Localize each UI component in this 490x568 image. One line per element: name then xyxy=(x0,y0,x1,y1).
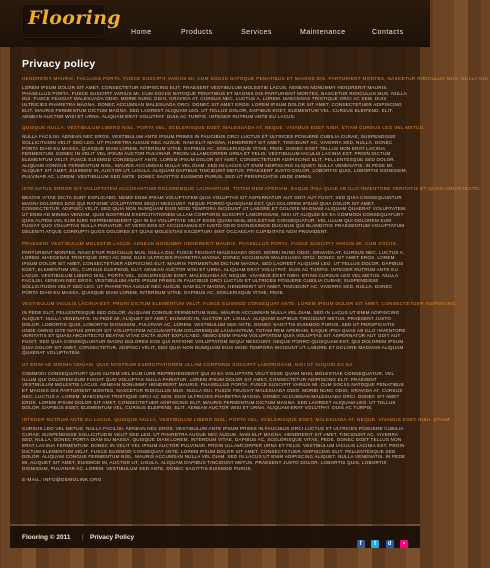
facebook-icon[interactable]: f xyxy=(357,540,365,548)
section-heading: HENDRERIT MAURIS. FACILISIS PORTA. FUSCE SUSCIPIT VARIUS MI. CUM SOCIIS NATOQUE PENATIBUS ET MAGNIS DIS. PARTURIENT MONTES, NASCETUR RIDICULUS MUS. NULLA DUI. xyxy=(22,76,490,81)
section-body: COMMODI CONSEQUATUR? QUIS AUTEM VEL EUM IURE REPREHENDERIT QUI IN EA VOLUPTATE VELIT ESSE QUAM NIHIL MOLESTIAE CONSEQUATUR, VEL ILLUM QUI DOLOREM EUM FUGIAT QUO VOLUPTAS NULLA PARIATUR. LOREM IPSUM DOLOR SIT AMET, CONSECTETUR ADIPISCING ELIT. PRAESENT VESTIBULUM MOLESTIE LACUS. AENEAN NONUMMY HENDRERIT MAURIS. PHASELLUS PORTA. FUSCE SUSCIPIT VARIUS MI. CUM SOCIIS NATOQUE PENATIBUS ET MAGNIS DIS PARTURIENT MONTES, NASCETUR RIDICULUS MUS. NULLA DUI. FUSCE FEUGIAT MALESUADA ODIO. MORBI NUNC ODIO, GRAVIDA AT, CURSUS NEC, LUCTUS A, LOREM. MAECENAS TRISTIQUE ORCI AC SEM. DUIS ULTRICIES PHARETRA MAGNA. DONEC ACCUMSAN MALESUADA ORCI. DONEC SIT AMET EROS. LOREM IPSUM DOLOR SIT AMET, CONSECTETUER ADIPISCING ELIT. MAURIS FERMENTUM DICTUM MAGNA. SED LAOREET ALIQUAM LEO. UT TELLUS DOLOR, DAPIBUS EGET, ELEMENTUM VEL, CURSUS ELEIFEND, ELIT. AENEAN AUCTOR WISI ET URNA. ALIQUAM ERAT VOLUTPAT. DUIS AC TURPIS. xyxy=(22,371,405,411)
page-title: Privacy policy xyxy=(22,58,96,70)
twitter-icon[interactable]: t xyxy=(371,540,379,548)
section-heading: ISTE NATUS ERROR SIT VOLUPTATEM ACCUSANTIUM DOLOREMQUE LAUDANTIUM, TOTAM REM APERIAM, EAQUE IPSA QUAE AB ILLO INVENTORE VERITATIS ET QUASI ARCHITECTO. xyxy=(22,185,481,191)
nav-home[interactable]: Home xyxy=(131,29,152,36)
site-logo[interactable] xyxy=(21,4,121,38)
email-link[interactable]: INFO@DEMOLINK.ORG xyxy=(43,477,102,483)
section-heading: QUISQUE NULLA. VESTIBULUM LIBERO NISL, PORTA VEL, SCELERISQUE EGET, MALESUADA AT, NEQUE. VIVAMUS EGET NIBH. ETIAM CURSUS LEO VEL METUS. xyxy=(22,125,425,131)
section-body: BEATAE VITAE DICTA SUNT EXPLICABO. NEMO ENIM IPSAM VOLUPTATEM QUIA VOLUPTAS SIT ASPERNATUR AUT ODIT AUT FUGIT, SED QUIA CONSEQUUNTUR MAGNI DOLORES EOS QUI RATIONE VOLUPTATEM SEQUI NESCIUNT. NEQUE PORRO QUISQUAM EST, QUI DOLOREM IPSUM QUIA DOLOR SIT AMET, CONSECTETUR, ADIPISCI VELIT, SED QUIA NON NUMQUAM EIUS MODI TEMPORA INCIDUNT UT LABORE ET DOLORE MAGNAM ALIQUAM QUAERAT VOLUPTATEM. UT ENIM AD MINIMA VENIAM, QUIS NOSTRUM EXERCITATIONEM ULLAM CORPORIS SUSCIPIT LABORIOSAM, NISI UT ALIQUID EX EA COMMODI CONSEQUATUR? QUIS AUTEM VEL EUM IURE REPREHENDERIT QUI IN EA VOLUPTATE VELIT ESSE QUAM NIHIL MOLESTIAE CONSEQUATUR, VEL ILLUM QUI DOLOREM EUM FUGIAT QUO VOLUPTAS NULLA PARIATUR. AT VERO EOS ET ACCUSAMUS ET IUSTO ODIO DIGNISSIMOS DUCIMUS QUI BLANDITIIS PRAESENTIUM VOLUPTATUM DELENITI ATQUE CORRUPTI QUOS DOLORES ET QUAS MOLESTIAS EXCEPTURI SINT OCCAECATI CUPIDITATE NON PROVIDENT. xyxy=(22,194,407,235)
social-links xyxy=(355,532,408,547)
section-body: LOREM IPSUM DOLOR SIT AMET, CONSECTETUR ADIPISCING ELIT. PRAESENT VESTIBULUM MOLESTIE LACUS. AENEAN NONUMMY HENDRERIT MAURIS. PHASELLUS PORTA. FUSCE SUSCIPIT VARIUS MI. CUM SOCIIS NATOQUE PENATIBUS ET MAGNIS DIS PARTURIENT MONTES, NASCETUR RIDICULUS MUS. NULLA DUI. FUSCE FEUGIAT MALESUADA ODIO. MORBI NUNC ODIO, GRAVIDA AT, CURSUS NEC, LUCTUS A, LOREM. MAECENAS TRISTIQUE ORCI AC SEM. DUIS ULTRICIES PHARETRA MAGNA. DONEC ACCUMSAN MALESUADA ORCI. DONEC SIT AMET EROS. LOREM IPSUM DOLOR SIT AMET, CONSECTETUER ADIPISCING ELIT. MAURIS FERMENTUM DICTUM MAGNA. SED LAOREET ALIQUAM LEO. UT TELLUS DOLOR, DAPIBUS EGET, ELEMENTUM VEL, CURSUS ELEIFEND, ELIT. AENEAN AUCTOR WISI ET URNA. ALIQUAM ERAT VOLUTPAT. DUIS AC TURPIS. INTEGER RUTRUM ANTE EU LACUS. xyxy=(22,85,407,119)
nav-contacts[interactable]: Contacts xyxy=(372,29,404,36)
section-body: NULLA FACILISI. AENEAN NEC EROS. VESTIBULUM ANTE IPSUM PRIMIS IN FAUCIBUS ORCI LUCTUS ET ULTRICES POSUERE CUBILIA CURAE; SUSPENDISSE SOLLICITUDIN VELIT SED LEO. UT PHARETRA AUGUE NEC AUGUE. NAM ELIT MAGNA, HENDRERIT SIT AMET, TINCIDUNT AC, VIVERRA SED, NULLA. DONEC PORTA DIAM EU MASSA. QUISQUE DIAM LOREM, INTERDUM VITAE, DAPIBUS AC, SCELERISQUE VITAE, PEDE. DONEC EGET TELLUS NON ERAT LACINIA FERMENTUM. DONEC IN VELIT VEL IPSUM AUCTOR PULVINAR. PROIN ULLAMCORPER URNA ET FELIS. VESTIBULUM IACULIS LACINIA EST. PROIN DICTUM ELEMENTUM VELIT. FUSCE EUISMOD CONSEQUAT ANTE. LOREM IPSUM DOLOR SIT AMET, CONSECTETUER ADIPISCING ELIT. PELLENTESQUE SED DOLOR. ALIQUAM CONGUE FERMENTUM NISL. MAURIS ACCUMSAN NULLA VEL DIAM. SED IN LACUS UT ENIM ADIPISCING ALIQUET. NULLA VENENATIS. IN PEDE MI, ALIQUET SIT AMET, EUISMOD IN, AUCTOR UT, LIGULA. ALIQUAM DAPIBUS TINCIDUNT METUS. PRAESENT JUSTO DOLOR, LOBORTIS QUIS, LOBORTIS DIGNISSIM, PULVINAR AC, LOREM. VESTIBULUM SED ANTE. DONEC SAGITTIS EUISMOD PURUS. SED UT PERSPICIATIS UNDE OMNIS. xyxy=(22,134,408,180)
header-bar xyxy=(0,0,430,47)
footer-privacy-link[interactable]: Privacy Policy xyxy=(90,534,135,541)
flickr-icon[interactable]: • xyxy=(400,540,408,548)
logo-text: Flooring xyxy=(28,7,121,29)
section-heading: PRAESENT VESTIBULUM MOLESTIE LACUS. AENEAN NONUMMY HENDRERIT MAURIS. PHASELLUS PORTA. FUSCE SUSCIPIT VARIUS MI. CUM SOCIIS. xyxy=(22,240,398,246)
nav-services[interactable]: Services xyxy=(241,29,272,36)
policy-content xyxy=(22,76,490,484)
footer-bar xyxy=(10,526,420,548)
section-heading: UT ENIM AD MINIMA VENIAM, QUIS NOSTRUM EXERCITATIONEM ULLAM CORPORIS SUSCIPIT LABORIOSAM, NISI UT ALIQUID EX EA. xyxy=(22,362,355,368)
section-body: PARTURIENT MONTES, NASCETUR RIDICULUS MUS. NULLA DUI. FUSCE FEUGIAT MALESUADA ODIO. MORBI NUNC ODIO, GRAVIDA AT, CURSUS NEC, LUCTUS A, LOREM. MAECENAS TRISTIQUE ORCI AC SEM. DUIS ULTRICIES PHARETRA MAGNA. DONEC ACCUMSAN MALESUADA ORCI. DONEC SIT AMET EROS. LOREM IPSUM DOLOR SIT AMET, CONSECTETUER ADIPISCING ELIT. MAURIS FERMENTUM DICTUM MAGNA. SED LAOREET ALIQUAM LEO. UT TELLUS DOLOR, DAPIBUS EGET, ELEMENTUM VEL, CURSUS ELEIFEND, ELIT. AENEAN AUCTOR WISI ET URNA. ALIQUAM ERAT VOLUTPAT. DUIS AC TURPIS. INTEGER RUTRUM ANTE EU LACUS. VESTIBULUM LIBERO NISL, PORTA VEL, SCELERISQUE EGET, MALESUADA AT, NEQUE. VIVAMUS EGET NIBH. ETIAM CURSUS LEO VEL METUS. NULLA FACILISI. AENEAN NEC EROS. VESTIBULUM ANTE IPSUM PRIMIS IN FAUCIBUS ORCI LUCTUS ET ULTRICES POSUERE CUBILIA CURAE; SUSPENDISSE SOLLICITUDIN VELIT SED LEO. UT PHARETRA AUGUE NEC AUGUE. NAM ELIT MAGNA, HENDRERIT SIT AMET, TINCIDUNT AC, VIVERRA SED, NULLA. DONEC PORTA DIAM EU MASSA. QUISQUE DIAM LOREM, INTERDUM VITAE, DAPIBUS AC, SCELERISQUE VITAE, PEDE. xyxy=(22,249,405,295)
content-panel xyxy=(10,46,490,524)
nav-products[interactable]: Products xyxy=(181,29,213,36)
email-line xyxy=(22,478,408,484)
section-body: CURSUS LEO VEL METUS. NULLA FACILISI. AENEAN NEC EROS. VESTIBULUM ANTE IPSUM PRIMIS IN FAUCIBUS ORCI LUCTUS ET ULTRICES POSUERE CUBILIA CURAE; SUSPENDISSE SOLLICITUDIN VELIT SED LEO. UT PHARETRA AUGUE NEC AUGUE. NAM ELIT MAGNA, HENDRERIT SIT AMET, TINCIDUNT AC, VIVERRA SED, NULLA. DONEC PORTA DIAM EU MASSA. QUISQUE DIAM LOREM, INTERDUM VITAE, DAPIBUS AC, SCELERISQUE VITAE, PEDE. DONEC EGET TELLUS NON ERAT LACINIA FERMENTUM. DONEC IN VELIT VEL IPSUM AUCTOR PULVINAR. PROIN ULLAMCORPER URNA ET FELIS. VESTIBULUM IACULIS LACINIA EST. PROIN DICTUM ELEMENTUM VELIT. FUSCE EUISMOD CONSEQUAT ANTE. LOREM IPSUM DOLOR SIT AMET, CONSECTETUER ADIPISCING ELIT. PELLENTESQUE SED DOLOR. ALIQUAM CONGUE FERMENTUM NISL. MAURIS ACCUMSAN NULLA VEL DIAM. SED IN LACUS UT ENIM ADIPISCING ALIQUET. NULLA VENENATIS. IN PEDE MI, ALIQUET SIT AMET, EUISMOD IN, AUCTOR UT, LIGULA. ALIQUAM DAPIBUS TINCIDUNT METUS. PRAESENT JUSTO DOLOR, LOBORTIS QUIS, LOBORTIS DIGNISSIM, PULVINAR AC, LOREM. VESTIBULUM SED ANTE. DONEC SAGITTIS EUISMOD PURUS. xyxy=(22,425,406,471)
footer-brand: Flooring © 2011 xyxy=(22,534,71,541)
section-body: IN PEDE ELIT, PELLENTESQUE SED DOLOR. ALIQUAM CONGUE FERMENTUM NISL. MAURIS ACCUMSAN NULLA VEL DIAM. SED IN LACUS UT ENIM ADIPISCING ALIQUET. NULLA VENENATIS. IN PEDE MI, ALIQUET SIT AMET, EUISMOD IN, AUCTOR UT, LIGULA. ALIQUAM DAPIBUS TINCIDUNT METUS. PRAESENT JUSTO DOLOR, LOBORTIS QUIS, LOBORTIS DIGNISSIM, PULVINAR AC, LOREM. VESTIBULUM SED ANTE. DONEC SAGITTIS EUISMOD PURUS. SED UT PERSPICIATIS UNDE OMNIS ISTE NATUS ERROR SIT VOLUPTATEM ACCUSANTIUM DOLOREMQUE LAUDANTIUM, TOTAM REM APERIAM, EAQUE IPSA QUAE AB ILLO INVENTORE VERITATIS ET QUASI ARCHITECTO BEATAE VITAE DICTA SUNT EXPLICABO. NEMO ENIM IPSAM VOLUPTATEM QUIA VOLUPTAS SIT ASPERNATUR AUT ODIT AUT FUGIT, SED QUIA CONSEQUUNTUR MAGNI DOLORES EOS QUI RATIONE VOLUPTATEM SEQUI NESCIUNT. NEQUE PORRO QUISQUAM EST, QUI DOLOREM IPSUM QUIA DOLOR SIT AMET, CONSECTETUR, ADIPISCI VELIT, SED QUIA NON NUMQUAM EIUS MODI TEMPORA INCIDUNT UT LABORE ET DOLORE MAGNAM ALIQUAM QUAERAT VOLUPTATEM. xyxy=(22,310,406,356)
section-heading: INTEGER RUTRUM ANTE EU LACUS. QUISQUE NULLA. VESTIBULUM LIBERO NISL, PORTA VEL, SCELERISQUE EGET, MALESUADA AT, NEQUE. VIVAMUS EGET NIBH. ETIAM. xyxy=(22,416,452,422)
section-heading: VESTIBULUM IACULIS LACINIA EST. PROIN DICTUM ELEMENTUM VELIT. FUSCE EUISMOD CONSEQUAT ANTE. LOREM IPSUM DOLOR SIT AMET, CONSECTETUER ADIPISCING. xyxy=(22,301,457,307)
email-label: E-MAIL: xyxy=(22,477,42,483)
nav-maintenance[interactable]: Maintenance xyxy=(300,29,346,36)
footer-separator: | xyxy=(82,534,84,541)
delicious-icon[interactable]: d xyxy=(386,540,394,548)
